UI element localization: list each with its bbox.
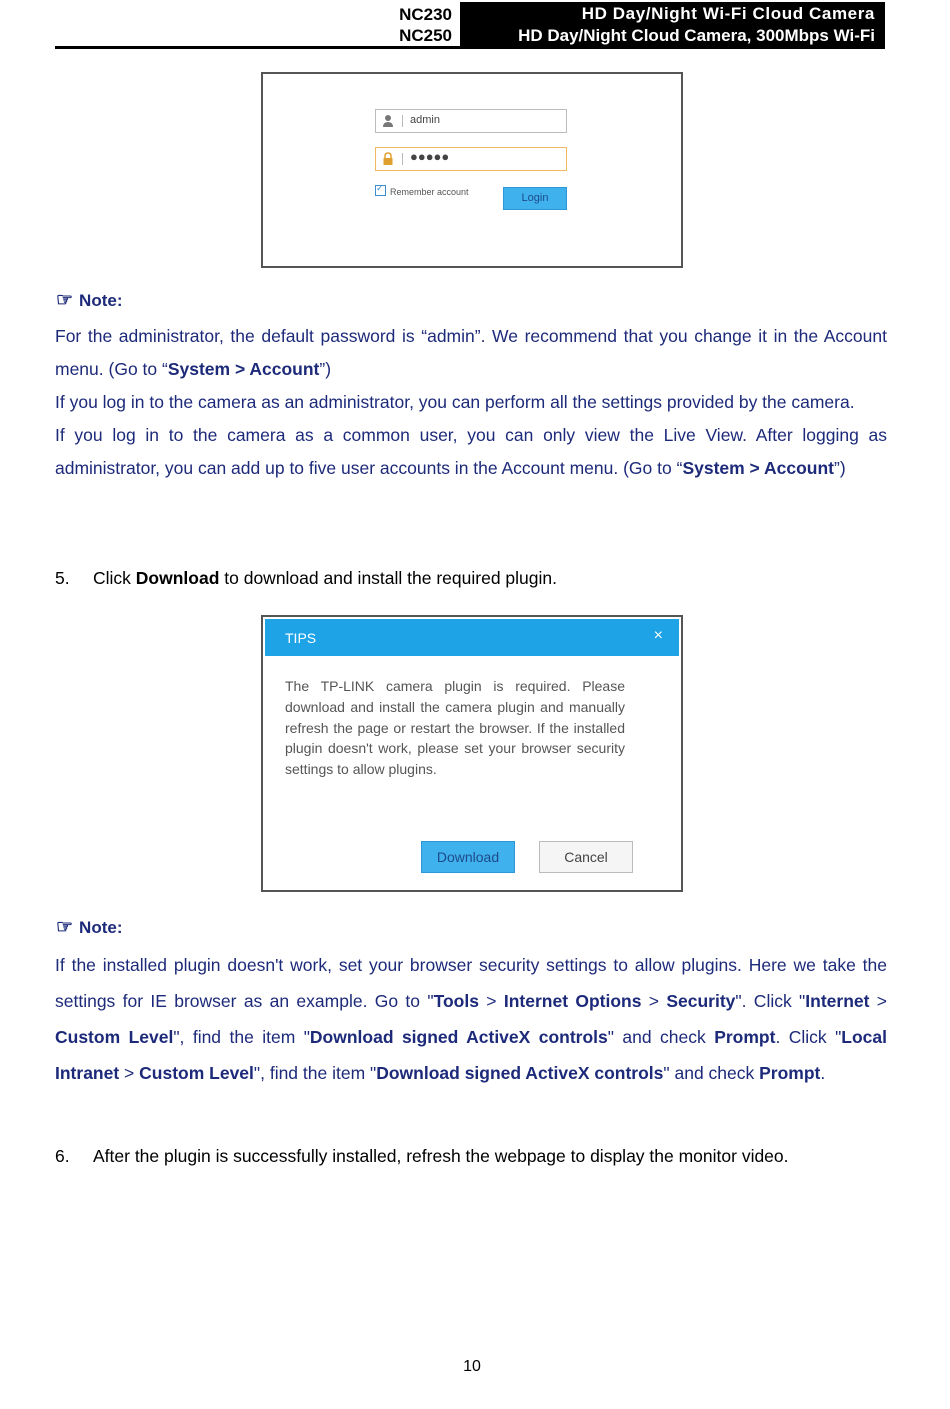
field-separator bbox=[402, 153, 403, 165]
step-5-text: to download and install the required plugin. bbox=[219, 568, 557, 588]
note-2-body bbox=[55, 947, 887, 1091]
note1-text: ”) bbox=[834, 458, 846, 478]
header-title-2: HD Day/Night Cloud Camera, 300Mbps Wi-Fi bbox=[518, 26, 875, 45]
note2-bold: Local Intranet bbox=[55, 1027, 888, 1083]
note2-text: > bbox=[119, 1063, 140, 1083]
close-icon[interactable]: × bbox=[653, 627, 663, 644]
note2-bold: Download signed ActiveX controls bbox=[309, 1027, 608, 1047]
note2-bold: Custom Level bbox=[139, 1063, 254, 1083]
note1-text: For the administrator, the default password is “admin”. We recommend that you change it in the Account menu. (Go to “ bbox=[55, 326, 887, 379]
note2-text: " and check bbox=[607, 1027, 715, 1047]
note2-bold: Download signed ActiveX controls bbox=[376, 1063, 664, 1083]
login-button[interactable]: Login bbox=[503, 187, 567, 210]
note-label-2: Note: bbox=[79, 918, 123, 937]
note1-text: If you log in to the camera as a common user, you can only view the Live View. After logging as administrator, you can add up to five user accounts in the Account menu. (Go to “ bbox=[55, 425, 887, 478]
step-5-bold: Download bbox=[135, 568, 220, 588]
note2-bold: Tools bbox=[433, 991, 479, 1011]
step-5-text: Click bbox=[93, 568, 136, 588]
pointing-hand-icon: ☞ bbox=[56, 290, 74, 311]
note2-text: > bbox=[869, 991, 888, 1011]
model-nc230: NC230 bbox=[399, 5, 452, 24]
note2-bold: Security bbox=[666, 991, 736, 1011]
note2-text: ", find the item " bbox=[253, 1063, 377, 1083]
field-separator bbox=[402, 115, 403, 127]
model-nc250: NC250 bbox=[399, 26, 452, 45]
header-title-block bbox=[460, 2, 885, 48]
note2-text: > bbox=[478, 991, 504, 1011]
note2-text: ", find the item " bbox=[173, 1027, 310, 1047]
model-names bbox=[380, 4, 452, 46]
note2-text: . bbox=[820, 1063, 826, 1083]
step-6-number: 6. bbox=[55, 1146, 70, 1166]
note-1-body bbox=[55, 320, 887, 485]
note-heading-1 bbox=[56, 289, 123, 312]
remember-account[interactable] bbox=[375, 185, 469, 197]
pointing-hand-icon: ☞ bbox=[56, 917, 74, 938]
note2-text: If the installed plugin doesn't work, set your browser security settings to allow plugins. Here we take the settings for IE browser as an example. Go to " bbox=[55, 955, 887, 1011]
step-5-number: 5. bbox=[55, 568, 70, 588]
download-button[interactable]: Download bbox=[421, 841, 515, 873]
login-screenshot bbox=[261, 72, 683, 268]
page-number: 10 bbox=[463, 1358, 481, 1375]
header-title-1: HD Day/Night Wi-Fi Cloud Camera bbox=[581, 4, 875, 23]
note2-bold: Custom Level bbox=[55, 1027, 174, 1047]
tips-title: TIPS bbox=[285, 630, 317, 646]
note-label-1: Note: bbox=[79, 291, 123, 310]
username-field[interactable] bbox=[375, 109, 567, 133]
step-6 bbox=[55, 1146, 789, 1167]
header-rule bbox=[55, 46, 885, 49]
note2-bold: Internet bbox=[805, 991, 870, 1011]
note1-bold: System > Account bbox=[682, 458, 834, 478]
note2-text: ". Click " bbox=[735, 991, 806, 1011]
username-value: admin bbox=[410, 114, 440, 126]
note1-bold: System > Account bbox=[167, 359, 320, 379]
note2-text: > bbox=[641, 991, 667, 1011]
note2-bold: Internet Options bbox=[503, 991, 642, 1011]
tips-message: The TP-LINK camera plugin is required. Please download and install the camera plugin and manually refresh the page or restart the browser. If the installed plugin doesn't work, please set your browser security settings to allow plugins. bbox=[285, 678, 625, 778]
lock-icon bbox=[382, 152, 394, 166]
step-5 bbox=[55, 568, 557, 589]
password-value: ●●●●● bbox=[410, 149, 450, 164]
tips-screenshot bbox=[261, 615, 683, 892]
note2-bold: Prompt bbox=[759, 1063, 821, 1083]
user-icon bbox=[382, 114, 394, 128]
note2-text: . Click " bbox=[775, 1027, 842, 1047]
note-heading-2 bbox=[56, 916, 123, 939]
note2-text: " and check bbox=[663, 1063, 760, 1083]
note1-text: If you log in to the camera as an administrator, you can perform all the settings provided by the camera. bbox=[55, 392, 855, 412]
remember-checkbox[interactable] bbox=[375, 185, 386, 196]
step-6-text: After the plugin is successfully installed, refresh the webpage to display the monitor video. bbox=[93, 1146, 789, 1166]
tips-title-bar bbox=[265, 619, 679, 656]
remember-label: Remember account bbox=[390, 187, 469, 197]
password-field[interactable] bbox=[375, 147, 567, 171]
note2-bold: Prompt bbox=[714, 1027, 776, 1047]
cancel-button[interactable]: Cancel bbox=[539, 841, 633, 873]
note1-text: ”) bbox=[319, 359, 332, 379]
